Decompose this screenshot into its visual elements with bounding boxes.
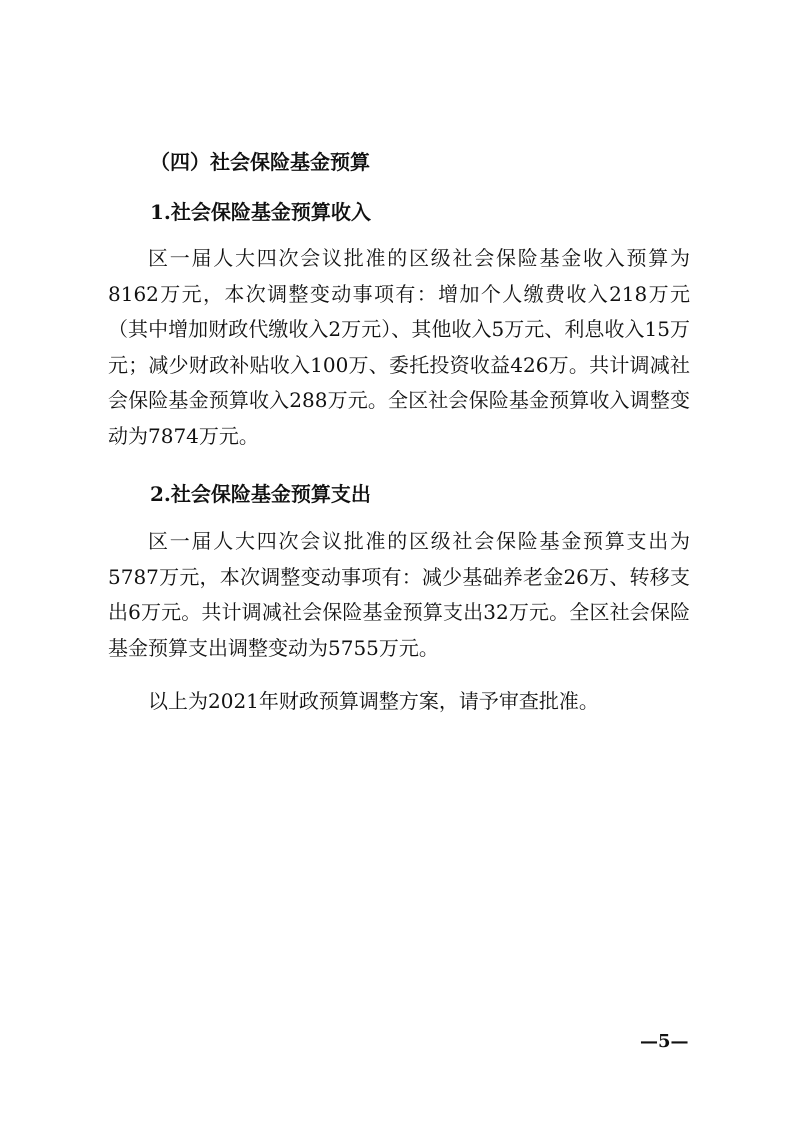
income-subtitle: 1.社会保险基金预算收入 — [150, 200, 371, 224]
expenditure-paragraph: 区一届人大四次会议批准的区级社会保险基金预算支出为5787万元，本次调整变动事项有：减少基础养老金26万、转移支出6万元。共计调减社会保险基金预算支出32万元。全区社会保险基金预算支出调整变动为5755万元。 — [108, 529, 690, 660]
closing-paragraph: 以上为2021年财政预算调整方案，请予审查批准。 — [148, 689, 599, 713]
expenditure-subtitle: 2.社会保险基金预算支出 — [150, 482, 371, 506]
page-number: —5— — [640, 1031, 689, 1052]
income-paragraph: 区一届人大四次会议批准的区级社会保险基金收入预算为8162万元，本次调整变动事项有：增加个人缴费收入218万元（其中增加财政代缴收入2万元）、其他收入5万元、利息收入15万元；减少财政补贴收入100万、委托投资收益426万。共计调减社会保险基金预算收入288万元。全区社会保险基金预算收入调整变动为7874万元。 — [108, 246, 690, 448]
section-title: （四）社会保险基金预算 — [150, 150, 370, 174]
